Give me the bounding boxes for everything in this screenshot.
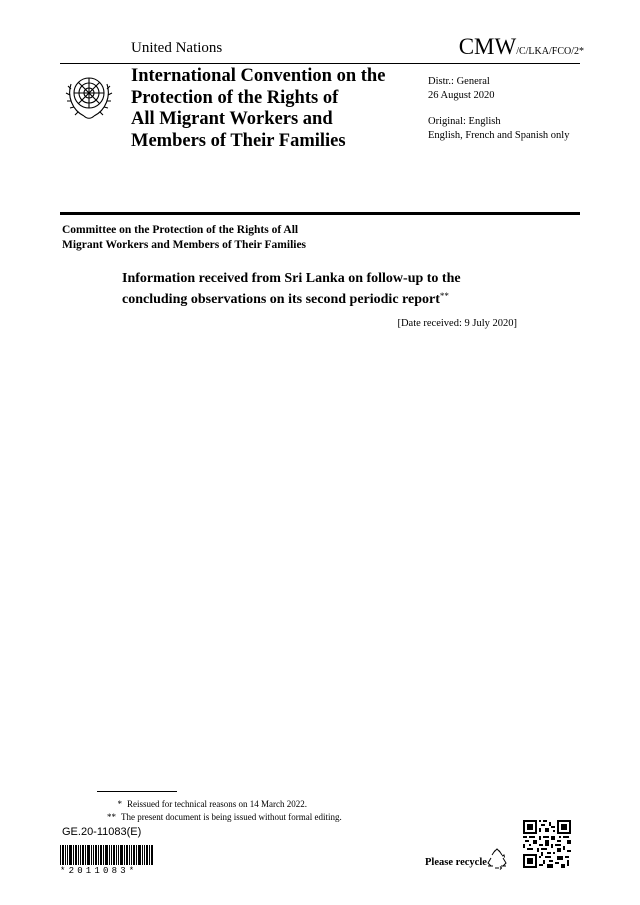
committee-line: Committee on the Protection of the Rights of All — [62, 224, 299, 236]
header-rule — [60, 63, 580, 64]
symbol-main: CMW — [458, 34, 517, 59]
recycle-label: Please recycle — [425, 857, 487, 868]
original-language: Original: English — [428, 116, 501, 127]
document-symbol — [459, 34, 584, 60]
document-title-line — [122, 288, 562, 309]
document-title-text: concluding observations on its second periodic report — [122, 291, 440, 307]
language-block — [428, 115, 569, 143]
convention-title-line: All Migrant Workers and — [131, 109, 333, 129]
barcode-icon — [60, 845, 153, 865]
barcode-number: *2011083* — [60, 866, 138, 876]
recycle-icon — [486, 848, 508, 870]
footnote-mark: ** — [107, 812, 116, 822]
footnote-text: The present document is being issued without formal editing. — [121, 812, 342, 822]
committee-name — [62, 223, 382, 253]
footnote-mark: * — [117, 799, 122, 809]
symbol-suffix: /C/LKA/FCO/2* — [516, 46, 584, 57]
date-received: [Date received: 9 July 2020] — [397, 318, 517, 329]
available-languages: English, French and Spanish only — [428, 130, 570, 141]
distribution-block — [428, 75, 495, 103]
footnote — [102, 811, 342, 823]
convention-title — [131, 66, 411, 152]
un-emblem-icon — [62, 68, 116, 122]
distribution-date: 26 August 2020 — [428, 90, 495, 101]
footnote-ref: ** — [439, 290, 449, 301]
footnote-rule — [97, 791, 177, 792]
organization-name: United Nations — [131, 40, 223, 56]
convention-title-line: International Convention on the — [131, 66, 386, 86]
job-number: GE.20-11083(E) — [62, 826, 142, 838]
convention-title-line: Protection of the Rights of — [131, 87, 339, 108]
qr-code-icon — [523, 820, 571, 868]
convention-title-line: Members of Their Families — [131, 130, 346, 151]
document-title-line: Information received from Sri Lanka on follow-up to the — [122, 271, 461, 286]
document-title — [122, 270, 562, 308]
distribution-type: Distr.: General — [428, 76, 490, 87]
committee-line: Migrant Workers and Members of Their Families — [62, 239, 307, 251]
title-rule — [60, 212, 580, 215]
footnote — [108, 798, 307, 810]
footnote-text: Reissued for technical reasons on 14 March 2022. — [127, 799, 307, 809]
